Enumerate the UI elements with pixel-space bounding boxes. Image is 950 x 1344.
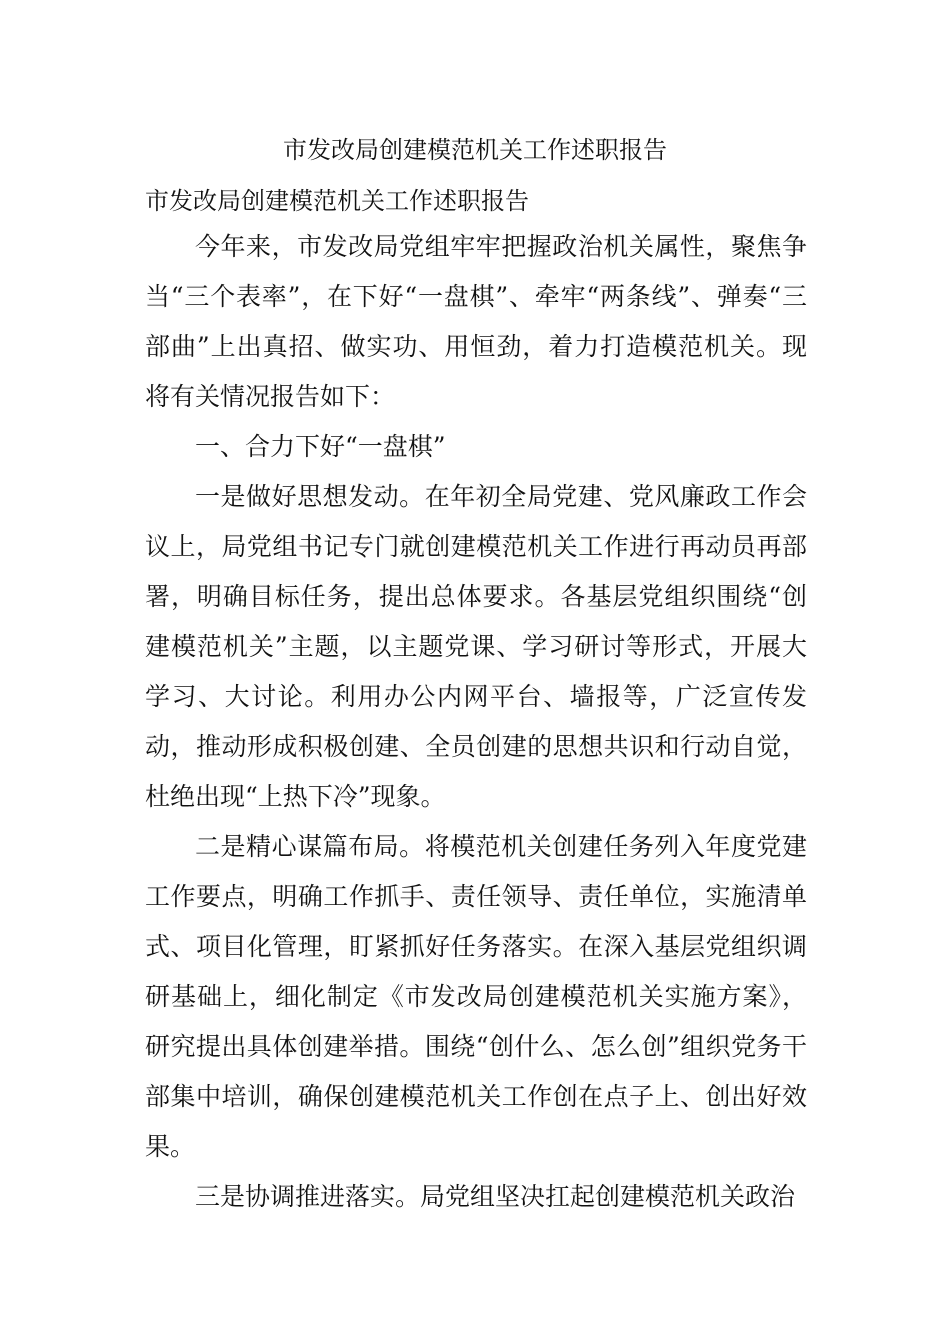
section-heading-1: 一、合力下好“一盘棋” — [195, 432, 446, 461]
document-body — [145, 180, 807, 1222]
document-title: 市发改局创建模范机关工作述职报告 — [283, 136, 667, 164]
paragraph-intro: 今年来，市发改局党组牢牢把握政治机关属性，聚焦争当“三个表率”，在下好“一盘棋”、牵牢“两条线”、弹奏“三部曲”上出真招、做实功、用恒劲，着力打造模范机关。现将有关情况报告如下： — [145, 232, 807, 411]
paragraph-item-2: 二是精心谋篇布局。将模范机关创建任务列入年度党建工作要点，明确工作抓手、责任领导、责任单位，实施清单式、项目化管理，盯紧抓好任务落实。在深入基层党组织调研基础上，细化制定《市发改局创建模范机关实施方案》，研究提出具体创建举措。围绕“创什么、怎么创”组织党务干部集中培训，确保创建模范机关工作创在点子上、创出好效果。 — [145, 832, 807, 1161]
document-subtitle: 市发改局创建模范机关工作述职报告 — [145, 187, 529, 215]
paragraph-item-3: 三是协调推进落实。局党组坚决扛起创建模范机关政治 — [195, 1182, 796, 1211]
paragraph-item-1: 一是做好思想发动。在年初全局党建、党风廉政工作会议上，局党组书记专门就创建模范机关工作进行再动员再部署，明确目标任务，提出总体要求。各基层党组织围绕“创建模范机关”主题，以主题党课、学习研讨等形式，开展大学习、大讨论。利用办公内网平台、墙报等，广泛宣传发动，推动形成积极创建、全员创建的思想共识和行动自觉，杜绝出现“上热下冷”现象。 — [145, 482, 807, 811]
